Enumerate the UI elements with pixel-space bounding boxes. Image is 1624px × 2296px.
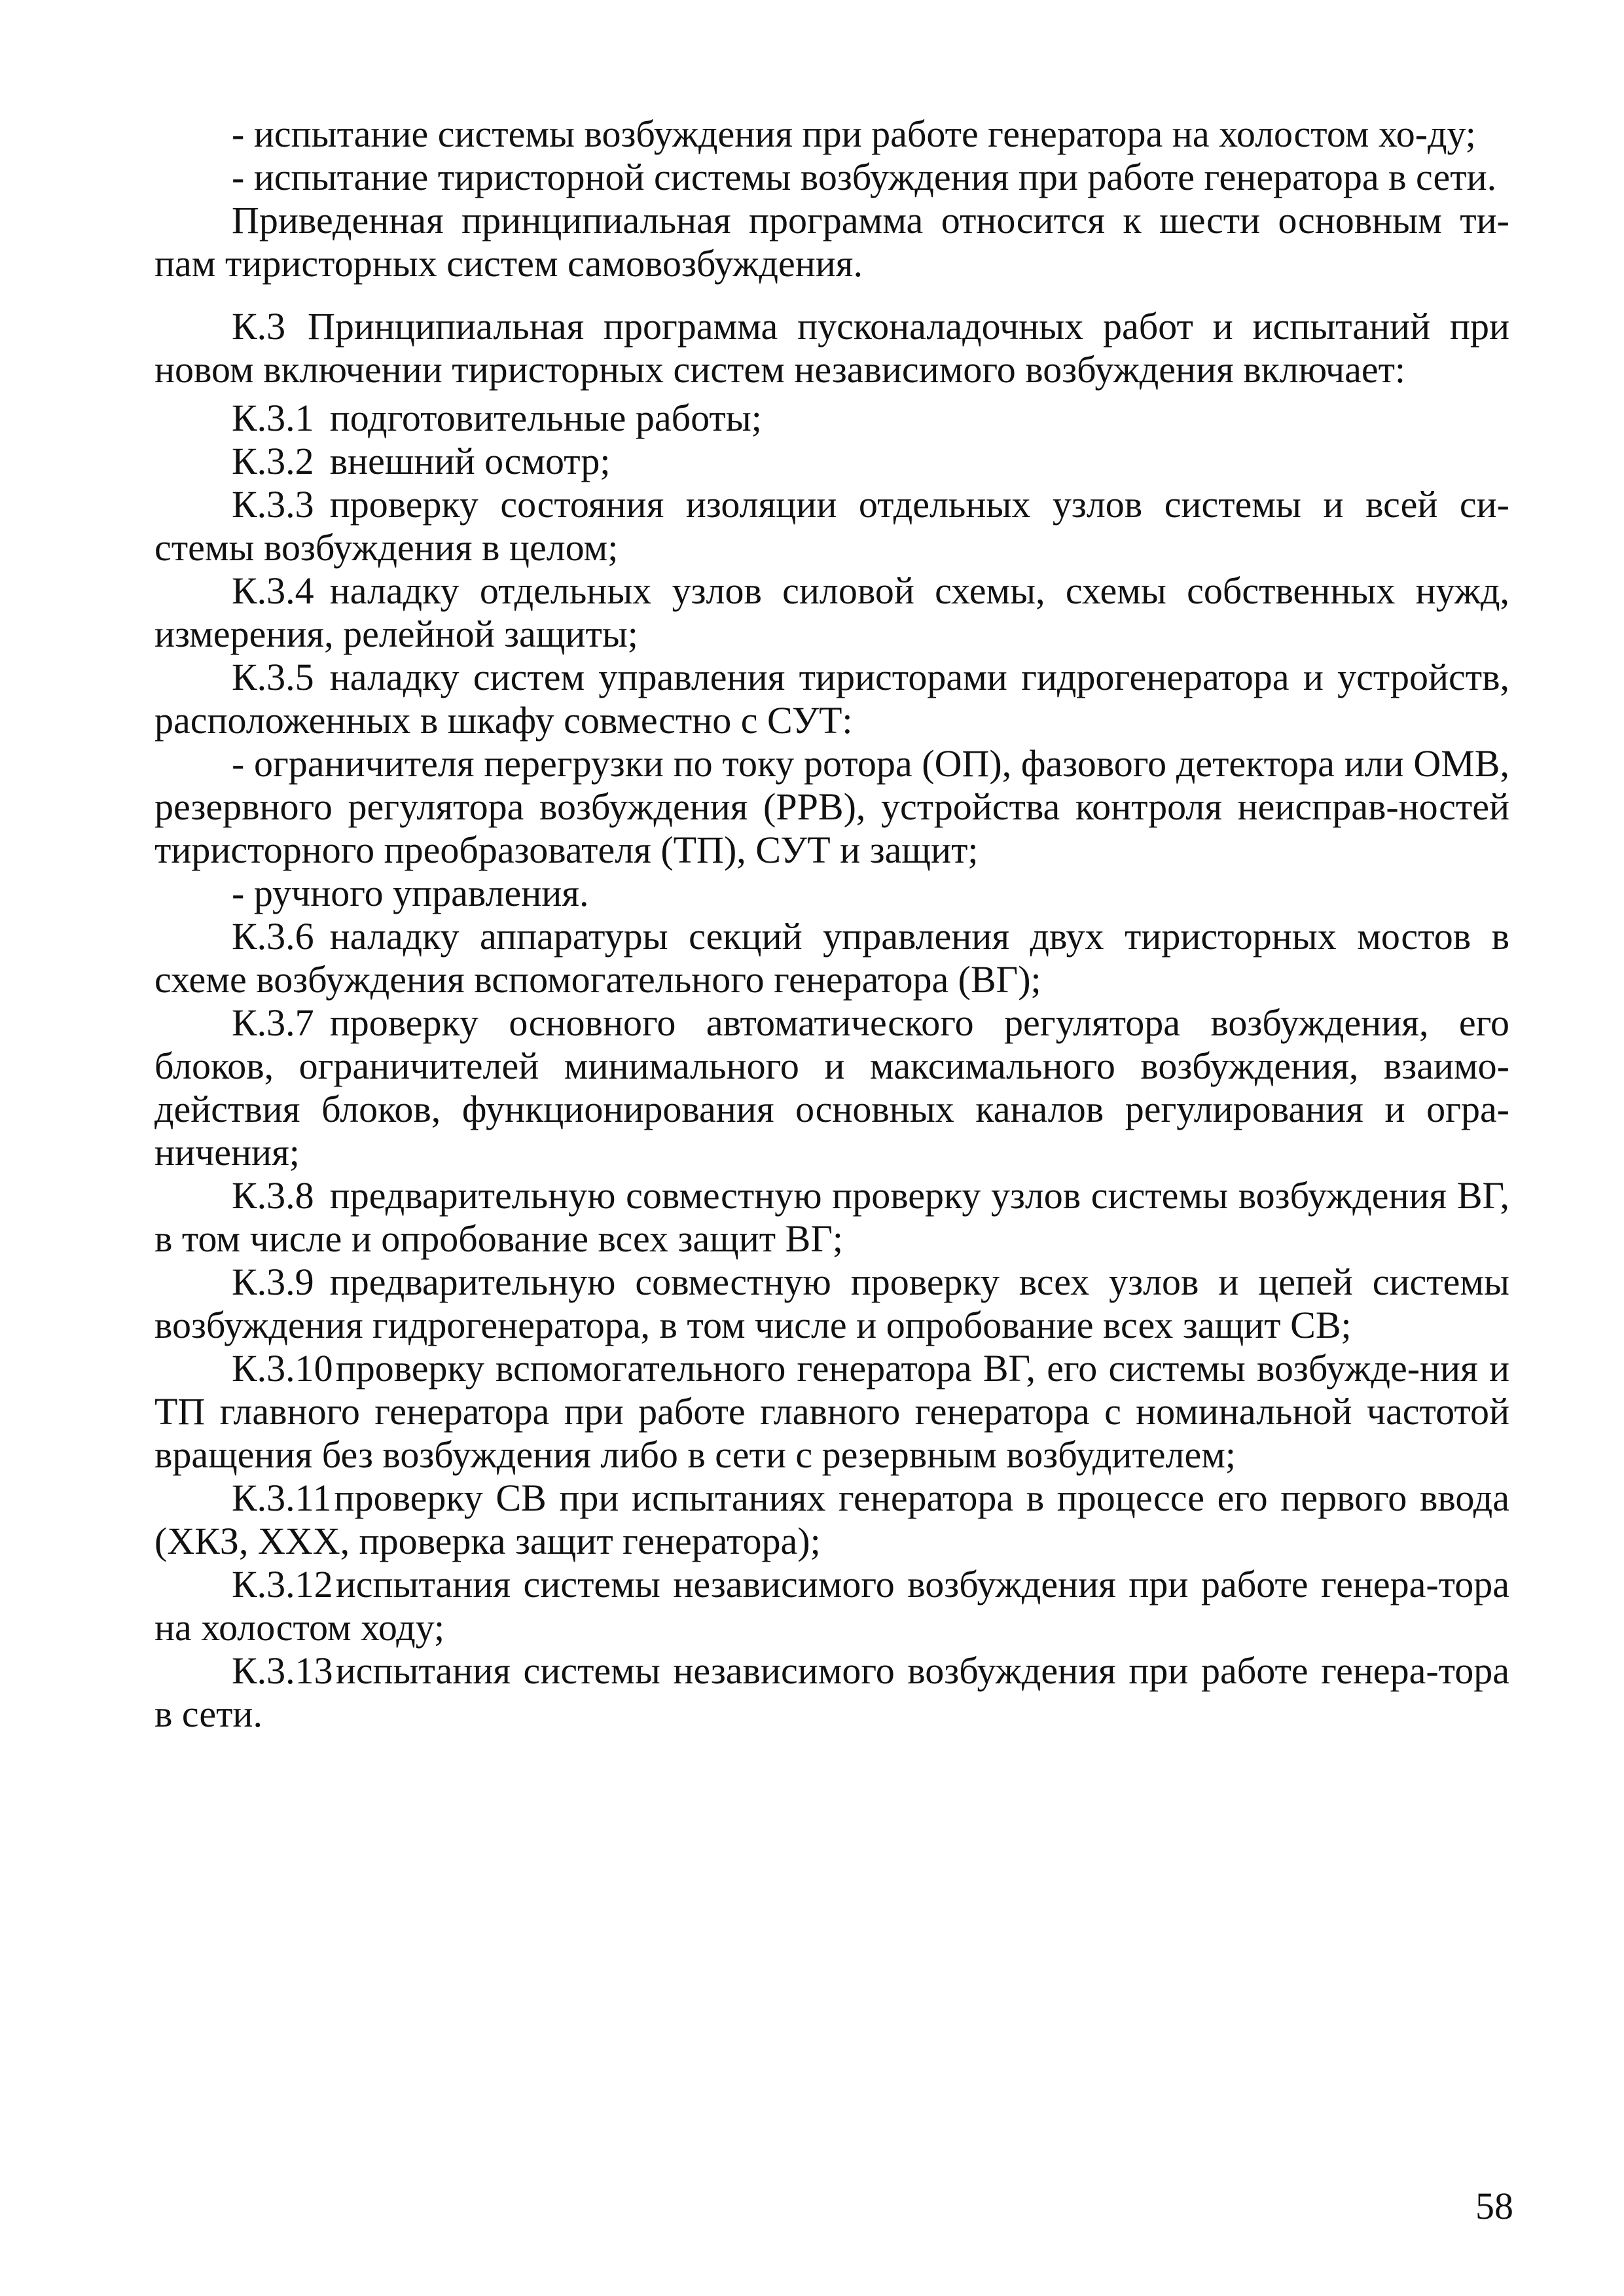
intro-paragraph: Приведенная принципиальная программа относится к шести основным ти-пам тиристорных систем самовозбуждения. xyxy=(154,199,1509,285)
list-item xyxy=(154,915,1509,1001)
item-number: К.3.5 xyxy=(232,656,314,698)
item-number: К.3.1 xyxy=(232,397,314,439)
section-heading-paragraph xyxy=(154,305,1509,391)
item-number: К.3.6 xyxy=(232,915,314,958)
list-item xyxy=(154,1174,1509,1261)
list-item xyxy=(154,1477,1509,1563)
sub-list-item: - ограничителя перегрузки по току ротора (ОП), фазового детектора или ОМВ, резервного регулятора возбуждения (РРВ), устройства контроля неисправ-ностей тиристорного преобразователя (ТП), СУТ и защит; xyxy=(154,742,1509,871)
item-text: испытания системы независимого возбуждения при работе генера-тора в сети. xyxy=(154,1649,1509,1735)
item-text: испытания системы независимого возбуждения при работе генера-тора на холостом ходу; xyxy=(154,1563,1509,1649)
item-text: наладку аппаратуры секций управления двух тиристорных мостов в схеме возбуждения вспомогательного генератора (ВГ); xyxy=(154,915,1509,1001)
item-text: проверку основного автоматического регулятора возбуждения, его блоков, ограничителей минимального и максимального возбуждения, взаимо-действия блоков, функционирования основных каналов регулирования и огра-ничения; xyxy=(154,1001,1509,1174)
list-item xyxy=(154,397,1509,440)
page-number: 58 xyxy=(1475,2185,1513,2227)
item-number: К.3.9 xyxy=(232,1261,314,1303)
list-item xyxy=(154,483,1509,569)
list-item xyxy=(154,656,1509,742)
item-number: К.3.12 xyxy=(232,1563,333,1605)
sub-list-item: - ручного управления. xyxy=(232,872,589,914)
list-item xyxy=(154,1001,1509,1174)
document-body xyxy=(154,113,1509,1736)
item-text: наладку систем управления тиристорами гидрогенератора и устройств, расположенных в шкафу совместно с СУТ: xyxy=(154,656,1509,742)
item-number: К.3.10 xyxy=(232,1347,333,1390)
item-number: К.3.4 xyxy=(232,569,314,612)
list-item xyxy=(154,1347,1509,1477)
item-number: К.3.3 xyxy=(232,483,314,526)
item-text: проверку вспомогательного генератора ВГ, его системы возбужде-ния и ТП главного генератора при работе главного генератора с номинальной частотой вращения без возбуждения либо в сети с резервным возбудителем; xyxy=(154,1347,1509,1476)
item-text: проверку СВ при испытаниях генератора в процессе его первого ввода (ХКЗ, ХХХ, проверка защит генератора); xyxy=(154,1477,1509,1562)
item-text: подготовительные работы; xyxy=(329,397,762,439)
intro-bullet: - испытание тиристорной системы возбуждения при работе генератора в сети. xyxy=(232,156,1497,198)
list-item xyxy=(154,440,1509,483)
item-number: К.3.11 xyxy=(232,1477,332,1519)
list-item xyxy=(154,569,1509,656)
item-text: внешний осмотр; xyxy=(329,440,611,482)
list-item xyxy=(154,1261,1509,1347)
section-text: Принципиальная программа пусконаладочных работ и испытаний при новом включении тиристорных систем независимого возбуждения включает: xyxy=(154,305,1510,391)
item-number: К.3.2 xyxy=(232,440,314,482)
item-text: предварительную совместную проверку узлов системы возбуждения ВГ, в том числе и опробование всех защит ВГ; xyxy=(154,1174,1509,1260)
section-number: К.3 xyxy=(232,305,286,348)
item-text: проверку состояния изоляции отдельных узлов системы и всей си-стемы возбуждения в целом; xyxy=(154,483,1509,569)
intro-bullet: - испытание системы возбуждения при работе генератора на холостом хо-ду; xyxy=(232,113,1476,155)
item-text: наладку отдельных узлов силовой схемы, схемы собственных нужд, измерения, релейной защиты; xyxy=(154,569,1509,655)
item-number: К.3.8 xyxy=(232,1174,314,1217)
list-item xyxy=(154,1563,1509,1649)
item-number: К.3.7 xyxy=(232,1001,314,1044)
list-item xyxy=(154,1649,1509,1736)
item-number: К.3.13 xyxy=(232,1649,333,1692)
item-text: предварительную совместную проверку всех узлов и цепей системы возбуждения гидрогенератора, в том числе и опробование всех защит СВ; xyxy=(154,1261,1509,1346)
